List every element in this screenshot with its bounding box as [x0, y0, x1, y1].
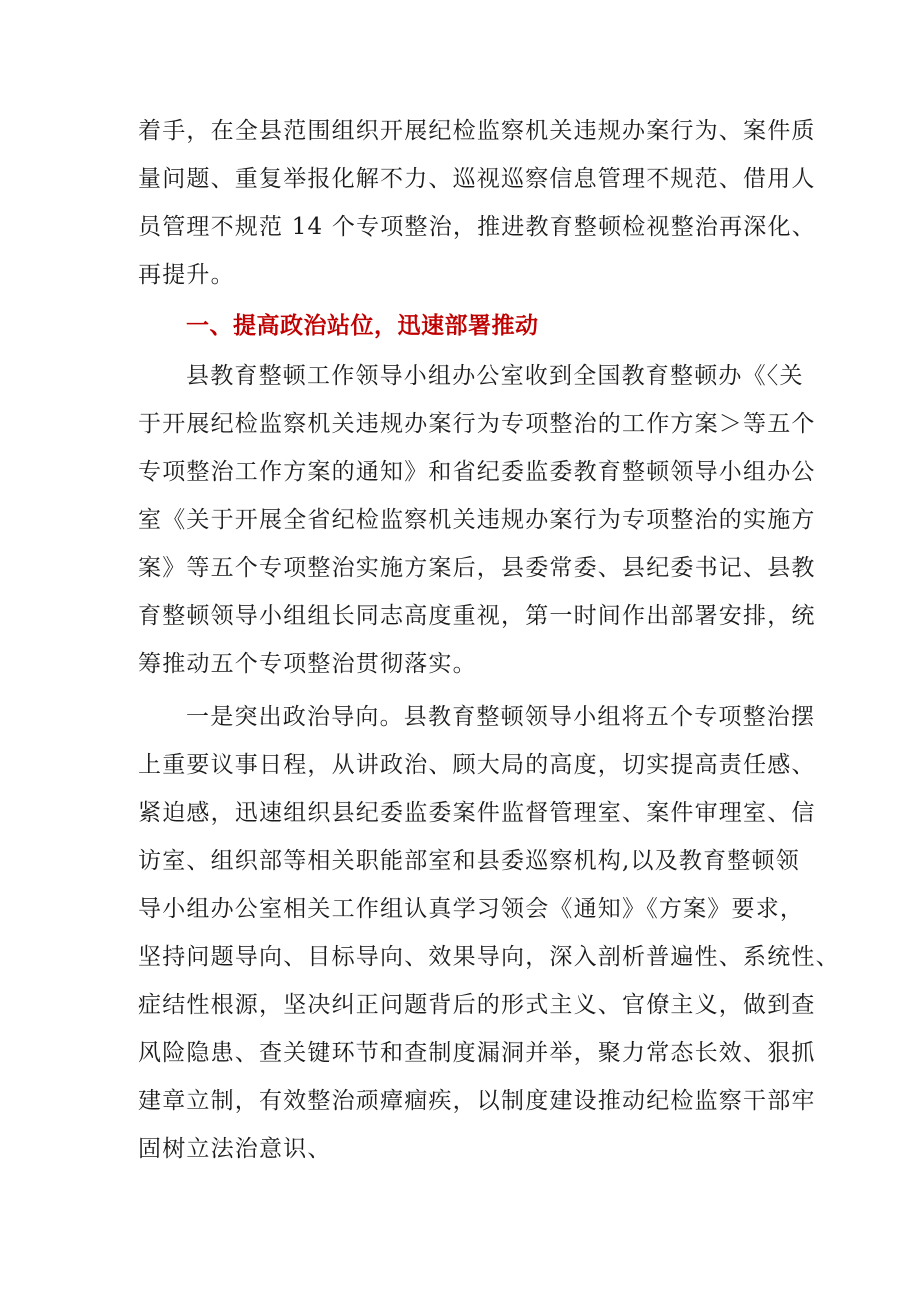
paragraph-3-line-5: 导小组办公室相关工作组认真学习领会《通知》《方案》要求，	[138, 896, 805, 922]
paragraph-3-line-2: 上重要议事日程，从讲政治、顾大局的高度，切实提高责任感、	[138, 752, 816, 778]
paragraph-2-line-7: 筹推动五个专项整治贯彻落实。	[138, 651, 477, 677]
section-heading: 一、提高政治站位，迅速部署推动	[186, 313, 539, 339]
paragraph-3-line-4: 访室、组织部等相关职能部室和县委巡察机构,以及教育整顿领	[138, 848, 800, 874]
paragraph-2-line-3: 专项整治工作方案的通知》和省纪委监委教育整顿领导小组办公	[138, 459, 816, 485]
paragraph-1-line-3: 员管理不规范 14 个专项整治，推进教育整顿检视整治再深化、	[138, 214, 816, 240]
paragraph-1-line-4: 再提升。	[138, 262, 235, 288]
paragraph-1-line-1: 着手，在全县范围组织开展纪检监察机关违规办案行为、案件质	[138, 118, 816, 144]
paragraph-3-line-1: 一是突出政治导向。县教育整顿领导小组将五个专项整治摆	[186, 704, 816, 730]
paragraph-3-line-10: 固树立法治意识、	[138, 1136, 332, 1162]
paragraph-1-line-2: 量问题、重复举报化解不力、巡视巡察信息管理不规范、借用人	[138, 166, 816, 192]
paragraph-2-line-4: 室《关于开展全省纪检监察机关违规办案行为专项整治的实施方	[138, 507, 816, 533]
paragraph-3-line-3: 紧迫感，迅速组织县纪委监委案件监督管理室、案件审理室、信	[138, 800, 816, 826]
paragraph-2-line-5: 案》等五个专项整治实施方案后，县委常委、县纪委书记、县教	[138, 555, 816, 581]
paragraph-3-line-8: 风险隐患、查关键环节和查制度漏洞并举，聚力常态长效、狠抓	[138, 1040, 816, 1066]
paragraph-2-line-2: 于开展纪检监察机关违规办案行为专项整治的工作方案＞等五个	[138, 411, 816, 437]
paragraph-3-line-9: 建章立制，有效整治顽瘴痼疾，以制度建设推动纪检监察干部牢	[138, 1088, 816, 1114]
paragraph-2-line-6: 育整顿领导小组组长同志高度重视，第一时间作出部署安排，统	[138, 603, 816, 629]
paragraph-3-line-7: 症结性根源，坚决纠正问题背后的形式主义、官僚主义，做到查	[138, 992, 816, 1018]
paragraph-3-line-6: 坚持问题导向、目标导向、效果导向，深入剖析普遍性、系统性、	[138, 944, 840, 970]
paragraph-2-line-1: 县教育整顿工作领导小组办公室收到全国教育整顿办《〈关	[186, 363, 804, 389]
